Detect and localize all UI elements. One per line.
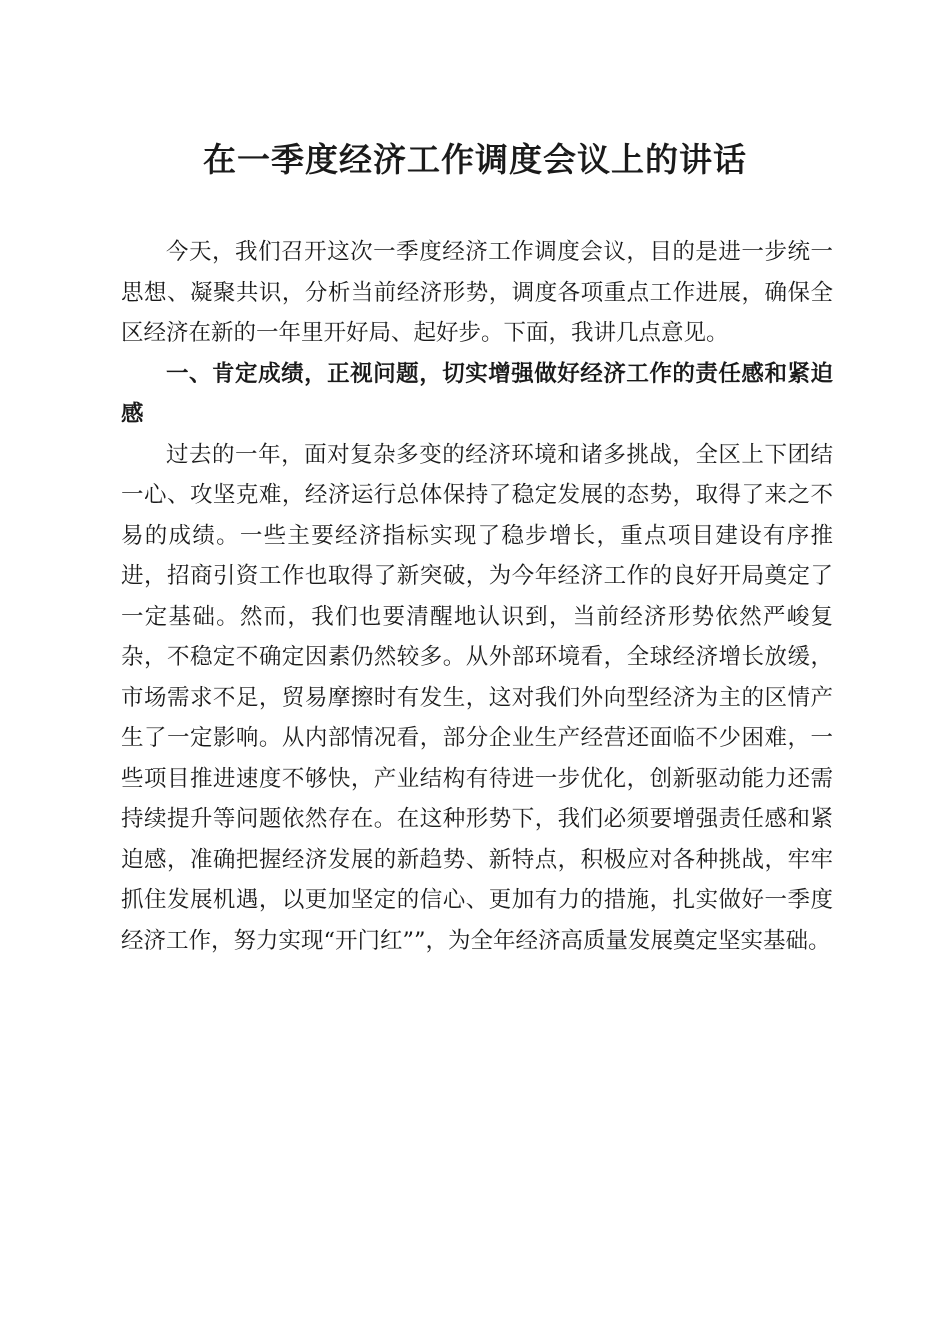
section-paragraph: 过去的一年，面对复杂多变的经济环境和诸多挑战，全区上下团结一心、攻坚克难，经济运行总体保持了稳定发展的态势，取得了来之不易的成绩。一些主要经济指标实现了稳步增长，重点项目建设有序推进，招商引资工作也取得了新突破，为今年经济工作的良好开局奠定了一定基础。然而，我们也要清醒地认识到，当前经济形势依然严峻复杂，不稳定不确定因素仍然较多。从外部环境看，全球经济增长放缓，市场需求不足，贸易摩擦时有发生，这对我们外向型经济为主的区情产生了一定影响。从内部情况看，部分企业生产经营还面临不少困难，一些项目推进速度不够快，产业结构有待进一步优化，创新驱动能力还需持续提升等问题依然存在。在这种形势下，我们必须要增强责任感和紧迫感，准确把握经济发展的新趋势、新特点，积极应对各种挑战，牢牢抓住发展机遇，以更加坚定的信心、更加有力的措施，扎实做好一季度经济工作，努力实现“开门红””，为全年经济高质量发展奠定坚实基础。 [121, 441, 833, 954]
document-title: 在一季度经济工作调度会议上的讲话 [203, 140, 747, 179]
section-heading: 一、肯定成绩，正视问题，切实增强做好经济工作的责任感和紧迫感 [121, 360, 833, 427]
intro-paragraph: 今天，我们召开这次一季度经济工作调度会议，目的是进一步统一思想、凝聚共识，分析当前经济形势，调度各项重点工作进展，确保全区经济在新的一年里开好局、起好步。下面，我讲几点意见。 [121, 239, 833, 346]
document-body [121, 232, 833, 961]
